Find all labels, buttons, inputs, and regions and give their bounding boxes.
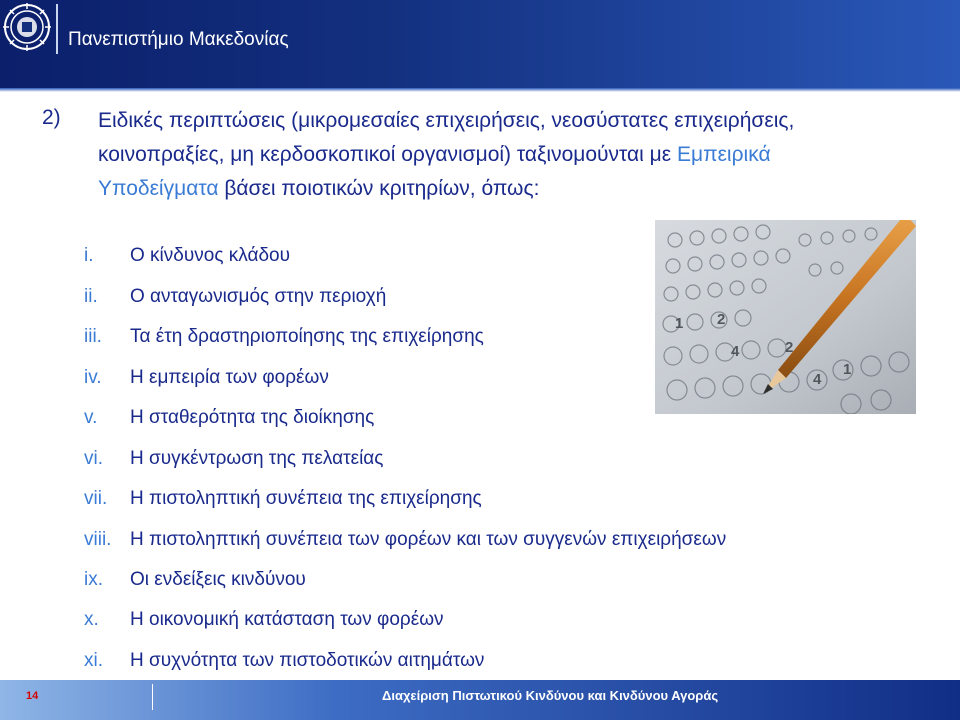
intro-paragraph xyxy=(98,104,858,206)
list-item-number: x. xyxy=(84,609,99,630)
list-item-text: Ο ανταγωνισμός στην περιοχή xyxy=(130,286,387,307)
pencil-answer-sheet-photo-icon xyxy=(655,220,916,414)
list-item-number: v. xyxy=(84,407,98,428)
footer-title: Διαχείριση Πιστωτικού Κινδύνου και Κινδύνου Αγοράς xyxy=(382,688,719,703)
sheet-number: 4 xyxy=(813,371,822,388)
list-item-number: i. xyxy=(84,245,94,266)
sheet-number: 2 xyxy=(717,311,726,328)
list-item-number: iii. xyxy=(84,326,102,347)
list-item-text: Η εμπειρία των φορέων xyxy=(130,367,329,388)
list-item-number: vii. xyxy=(84,488,108,509)
list-item-number: viii. xyxy=(84,529,112,550)
list-item-number: iv. xyxy=(84,367,102,388)
sheet-number: 4 xyxy=(731,343,740,360)
intro-number: 2) xyxy=(42,106,61,129)
list-item-text: Η σταθερότητα της διοίκησης xyxy=(130,407,375,428)
sheet-number: 1 xyxy=(675,315,684,332)
intro-text-before: Ειδικές περιπτώσεις (μικρομεσαίες επιχειρήσεις, νεοσύστατες επιχειρήσεις, κοινοπραξίες, μη κερδοσκοπικοί οργανισμοί) ταξινομούνται με xyxy=(98,109,795,166)
list-item-text: Η συχνότητα των πιστοδοτικών αιτημάτων xyxy=(130,650,485,671)
list-item-number: ii. xyxy=(84,286,98,307)
intro-highlight: Εμπειρικά Υποδείγματα xyxy=(98,143,771,200)
list-item-number: vi. xyxy=(84,448,103,469)
page-number: 14 xyxy=(26,690,39,702)
list-item-text: Οι ενδείξεις κινδύνου xyxy=(130,569,306,590)
sheet-number: 1 xyxy=(843,361,852,378)
list-item-text: Τα έτη δραστηριοποίησης της επιχείρησης xyxy=(130,326,484,347)
list-item-text: Η πιστοληπτική συνέπεια της επιχείρησης xyxy=(130,488,482,509)
list-item-text: Ο κίνδυνος κλάδου xyxy=(130,245,290,266)
list-item-number: xi. xyxy=(84,650,103,671)
list-item-text: Η συγκέντρωση της πελατείας xyxy=(130,448,384,469)
footer-separator xyxy=(152,684,153,710)
header-title: Πανεπιστήμιο Μακεδονίας xyxy=(68,29,289,50)
sheet-number: 2 xyxy=(785,339,794,356)
intro-text-after: βάσει ποιοτικών κριτηρίων, όπως: xyxy=(218,177,540,200)
list-item-number: ix. xyxy=(84,569,103,590)
list-item-text: Η οικονομική κατάσταση των φορέων xyxy=(130,609,444,630)
list-item-text: Η πιστοληπτική συνέπεια των φορέων και των συγγενών επιχειρήσεων xyxy=(130,529,727,550)
